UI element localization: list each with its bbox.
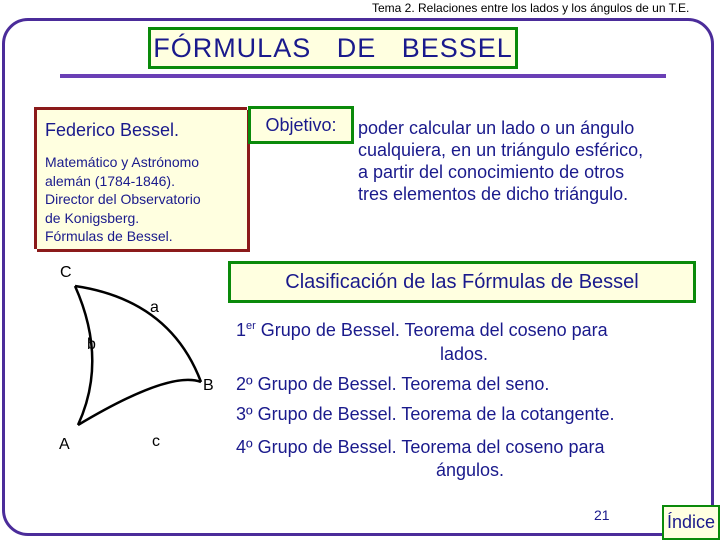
group-4-line-2: ángulos.	[436, 460, 505, 480]
objective-line: cualquiera, en un triángulo esférico,	[358, 140, 644, 160]
group-4-line-1: 4º Grupo de Bessel. Teorema del coseno para	[236, 437, 605, 457]
biography-line: alemán (1784-1846).	[45, 172, 175, 189]
vertex-label-c: C	[60, 264, 72, 281]
vertex-label-a: A	[59, 436, 70, 453]
spherical-triangle-diagram	[0, 0, 240, 470]
group-1-line-2: lados.	[440, 344, 489, 364]
biography-line: Fórmulas de Bessel.	[45, 228, 173, 244]
objective-label: Objetivo:	[265, 115, 337, 135]
index-button-label: Índice	[666, 512, 716, 532]
group-1-number: 1	[236, 320, 247, 340]
objective-line: poder calcular un lado o un ángulo	[358, 118, 635, 138]
vertex-label-b: B	[203, 377, 214, 394]
side-label-b: b	[87, 336, 96, 353]
group-1-ordinal: er	[246, 320, 256, 332]
side-a-arc	[75, 286, 201, 382]
biography-line: Matemático y Astrónomo	[45, 154, 200, 170]
group-2-text: 2º Grupo de Bessel. Teorema del seno.	[236, 374, 550, 394]
slide-header: Tema 2. Relaciones entre los lados y los ángulos de un T.E.	[372, 1, 690, 15]
objective-text	[358, 117, 643, 205]
biography-name: Federico Bessel.	[45, 120, 180, 140]
classification-title: Clasificación de las Fórmulas de Bessel	[285, 270, 639, 293]
group-3-text: 3º Grupo de Bessel. Teorema de la cotangente.	[236, 404, 615, 424]
objective-line: a partir del conocimiento de otros	[358, 162, 625, 182]
objective-label-box	[248, 106, 354, 144]
biography-line: de Konigsberg.	[45, 209, 140, 226]
side-label-c: c	[152, 433, 160, 450]
side-b-arc	[75, 286, 92, 425]
side-c-arc	[78, 380, 201, 425]
side-label-a: a	[150, 299, 159, 316]
page-number: 21	[594, 507, 610, 523]
group-1-line-1	[236, 320, 608, 341]
index-button[interactable]	[662, 505, 720, 540]
classification-box	[228, 261, 696, 303]
group-1-text: Grupo de Bessel. Teorema del coseno para	[255, 320, 608, 340]
slide-title: FÓRMULAS DE BESSEL	[153, 32, 513, 63]
biography-line: Director del Observatorio	[45, 191, 201, 207]
objective-line: tres elementos de dicho triángulo.	[358, 184, 629, 204]
